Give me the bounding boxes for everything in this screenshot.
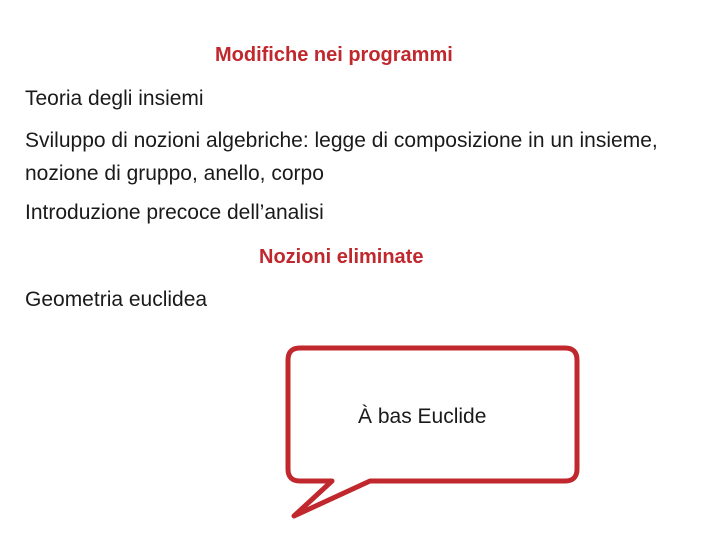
speech-bubble-shape [280,342,585,527]
removed-item-euclidean-geometry: Geometria euclidea [25,288,208,311]
change-item-set-theory: Teoria degli insiemi [25,87,204,110]
change-item-early-analysis: Introduzione precoce dell’analisi [25,201,324,224]
speech-bubble-callout [280,342,585,527]
callout-text: À bas Euclide [358,405,487,428]
section-removed-title: Nozioni eliminate [259,246,424,268]
section-changes-title: Modifiche nei programmi [215,44,453,66]
change-item-algebraic-notions: Sviluppo di nozioni algebriche: legge di composizione in un insieme, nozione di gruppo, anello, corpo [25,129,658,185]
